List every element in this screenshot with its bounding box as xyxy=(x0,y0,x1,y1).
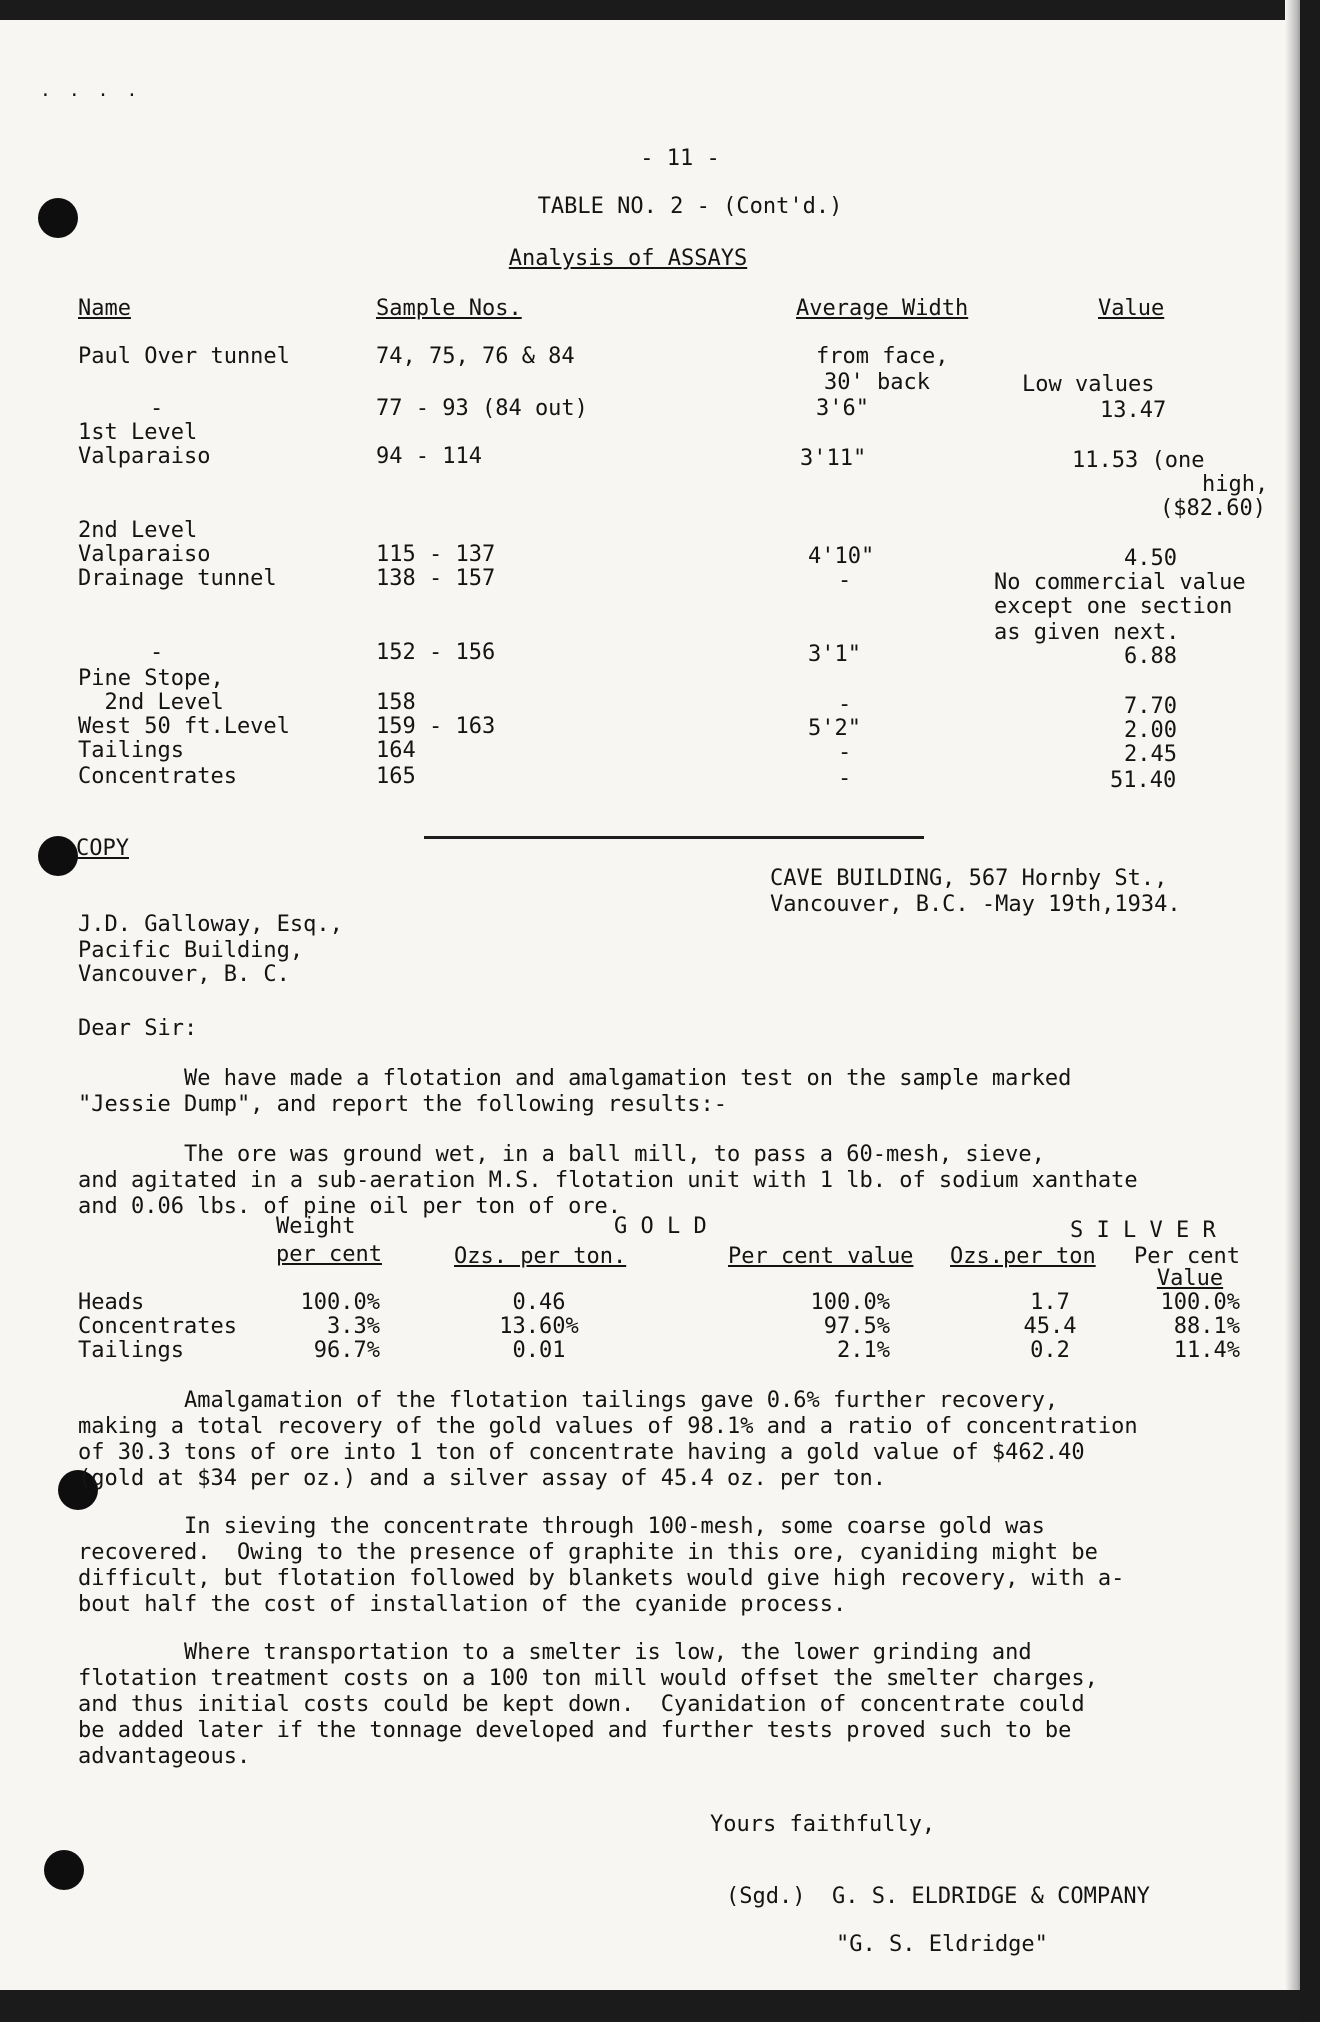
row-sample: 164 xyxy=(376,738,416,763)
scan-top-edge xyxy=(0,0,1300,20)
closing: Yours faithfully, xyxy=(710,1812,936,1837)
section-divider xyxy=(424,836,924,839)
row-width: - xyxy=(838,766,852,791)
paragraph-line: bout half the cost of installation of the cyanide process. xyxy=(78,1592,847,1617)
row-width: 3'11" xyxy=(800,446,867,471)
row-width: 3'6" xyxy=(816,396,869,421)
row-width: 5'2" xyxy=(808,716,861,741)
row-weight: 3.3% xyxy=(327,1314,380,1339)
header-name: Name xyxy=(78,296,131,321)
row-gold-ozs: 0.01 xyxy=(512,1338,566,1363)
table-subtitle: Analysis of ASSAYS xyxy=(508,246,748,271)
scan-dots: .... xyxy=(40,80,156,101)
row-gold-ozs: 0.46 xyxy=(512,1290,566,1315)
row-name: - xyxy=(150,396,164,421)
paragraph-line: "Jessie Dump", and report the following results:- xyxy=(78,1092,728,1117)
row-name: 1st Level xyxy=(78,420,198,445)
row-weight: 96.7% xyxy=(313,1338,380,1363)
paragraph-line: making a total recovery of the gold values of 98.1% and a ratio of concentration xyxy=(78,1414,1138,1439)
recipient-line: Pacific Building, xyxy=(78,938,304,963)
row-value: except one section xyxy=(994,594,1233,619)
row-silver-ozs: 45.4 xyxy=(1023,1314,1077,1339)
punch-hole-icon xyxy=(38,836,78,876)
row-width: 30' back xyxy=(824,370,930,395)
row-value: high, xyxy=(1202,472,1269,497)
header-silver-per-cent: Per cent xyxy=(1134,1244,1240,1269)
row-value: 11.53 (one xyxy=(1072,448,1205,473)
row-sample: 152 - 156 xyxy=(376,640,496,665)
row-sample: 165 xyxy=(376,764,416,789)
scan-right-edge xyxy=(1285,0,1300,2022)
group-header-gold: G O L D xyxy=(614,1214,707,1239)
paragraph-line: The ore was ground wet, in a ball mill, to pass a 60-mesh, sieve, xyxy=(78,1142,1045,1167)
row-name: Valparaiso xyxy=(78,444,211,469)
header-gold-per-cent: Per cent value xyxy=(728,1244,914,1269)
row-width: - xyxy=(838,740,852,765)
paragraph-line: of 30.3 tons of ore into 1 ton of concentrate having a gold value of $462.40 xyxy=(78,1440,1085,1465)
row-gold-pct: 97.5% xyxy=(823,1314,890,1339)
row-name: Concentrates xyxy=(78,764,237,789)
row-name: Concentrates xyxy=(78,1314,237,1339)
paragraph-line: recovered. Owing to the presence of graphite in this ore, cyaniding might be xyxy=(78,1540,1098,1565)
scan-bottom-edge xyxy=(0,1990,1300,2022)
header-weight: Weight xyxy=(276,1214,356,1239)
row-silver-pct: 11.4% xyxy=(1173,1338,1240,1363)
row-value: Low values xyxy=(1022,372,1155,397)
row-value: as given next. xyxy=(994,620,1180,645)
header-value: Value xyxy=(1098,296,1165,321)
row-width: from face, xyxy=(816,344,949,369)
row-value: 13.47 xyxy=(1100,398,1167,423)
row-width: 3'1" xyxy=(808,642,861,667)
row-silver-ozs: 0.2 xyxy=(1030,1338,1070,1363)
row-name: West 50 ft.Level xyxy=(78,714,290,739)
signature-line: (Sgd.) G. S. ELDRIDGE & COMPANY xyxy=(726,1884,1150,1909)
row-name: Paul Over tunnel xyxy=(78,344,290,369)
row-silver-ozs: 1.7 xyxy=(1030,1290,1070,1315)
row-sample: 115 - 137 xyxy=(376,542,496,567)
row-name: Pine Stope, xyxy=(78,666,224,691)
table-title: TABLE NO. 2 - (Cont'd.) xyxy=(537,194,843,219)
row-silver-pct: 100.0% xyxy=(1160,1290,1240,1315)
paragraph-line: and thus initial costs could be kept down. Cyanidation of concentrate could xyxy=(78,1692,1085,1717)
signature-name: "G. S. Eldridge" xyxy=(836,1932,1048,1957)
header-sample-nos: Sample Nos. xyxy=(376,296,522,321)
row-value: 2.45 xyxy=(1124,742,1177,767)
row-value: 7.70 xyxy=(1124,694,1177,719)
paragraph-line: and agitated in a sub-aeration M.S. flotation unit with 1 lb. of sodium xanthate xyxy=(78,1168,1138,1193)
row-width: - xyxy=(838,568,852,593)
paragraph-line: Amalgamation of the flotation tailings gave 0.6% further recovery, xyxy=(78,1388,1059,1413)
row-name: Tailings xyxy=(78,738,184,763)
row-weight: 100.0% xyxy=(300,1290,380,1315)
row-sample: 158 xyxy=(376,690,416,715)
row-name: Valparaiso xyxy=(78,542,211,567)
row-name: Drainage tunnel xyxy=(78,566,277,591)
row-gold-pct: 100.0% xyxy=(810,1290,890,1315)
row-width: - xyxy=(838,692,852,717)
header-silver-value: Value xyxy=(1156,1266,1224,1291)
paragraph-line: Where transportation to a smelter is low, the lower grinding and xyxy=(78,1640,1032,1665)
row-sample: 77 - 93 (84 out) xyxy=(376,396,588,421)
row-value: 4.50 xyxy=(1124,546,1177,571)
paragraph-line: flotation treatment costs on a 100 ton mill would offset the smelter charges, xyxy=(78,1666,1098,1691)
row-sample: 94 - 114 xyxy=(376,444,482,469)
row-width: 4'10" xyxy=(808,544,875,569)
row-value: 6.88 xyxy=(1124,644,1177,669)
group-header-silver: S I L V E R xyxy=(1070,1218,1216,1243)
punch-hole-icon xyxy=(38,198,78,238)
copy-label: COPY xyxy=(76,836,129,861)
salutation: Dear Sir: xyxy=(78,1016,198,1041)
header-gold-ozs: Ozs. per ton. xyxy=(454,1244,627,1269)
header-silver-ozs: Ozs.per ton xyxy=(950,1244,1096,1269)
row-name: - xyxy=(150,640,164,665)
sender-address-line: CAVE BUILDING, 567 Hornby St., xyxy=(770,866,1168,891)
row-value: No commercial value xyxy=(994,570,1246,595)
paragraph-line: In sieving the concentrate through 100-mesh, some coarse gold was xyxy=(78,1514,1045,1539)
row-value: 2.00 xyxy=(1124,718,1177,743)
paragraph-line: (gold at $34 per oz.) and a silver assay of 45.4 oz. per ton. xyxy=(78,1466,886,1491)
punch-hole-icon xyxy=(44,1850,84,1890)
row-name: Heads xyxy=(78,1290,145,1315)
paragraph-line: and 0.06 lbs. of pine oil per ton of ore. xyxy=(78,1194,622,1219)
paragraph-line: be added later if the tonnage developed and further tests proved such to be xyxy=(78,1718,1072,1743)
row-name: 2nd Level xyxy=(78,690,224,715)
row-silver-pct: 88.1% xyxy=(1173,1314,1240,1339)
row-value: 51.40 xyxy=(1110,768,1177,793)
row-value: ($82.60) xyxy=(1160,496,1266,521)
recipient-line: J.D. Galloway, Esq., xyxy=(78,912,343,937)
header-average-width: Average Width xyxy=(796,296,969,321)
row-gold-ozs: 13.60% xyxy=(499,1314,579,1339)
recipient-line: Vancouver, B. C. xyxy=(78,962,290,987)
paragraph-line: We have made a flotation and amalgamation test on the sample marked xyxy=(78,1066,1072,1091)
row-sample: 74, 75, 76 & 84 xyxy=(376,344,575,369)
row-sample: 138 - 157 xyxy=(376,566,496,591)
row-name: 2nd Level xyxy=(78,518,198,543)
sender-address-line: Vancouver, B.C. -May 19th,1934. xyxy=(770,892,1181,917)
row-name: Tailings xyxy=(78,1338,184,1363)
row-gold-pct: 2.1% xyxy=(837,1338,890,1363)
paragraph-line: difficult, but flotation followed by blankets would give high recovery, with a- xyxy=(78,1566,1125,1591)
page-number: - 11 - xyxy=(640,146,720,171)
paragraph-line: advantageous. xyxy=(78,1744,251,1769)
row-sample: 159 - 163 xyxy=(376,714,496,739)
header-weight-per-cent: per cent xyxy=(276,1242,382,1267)
